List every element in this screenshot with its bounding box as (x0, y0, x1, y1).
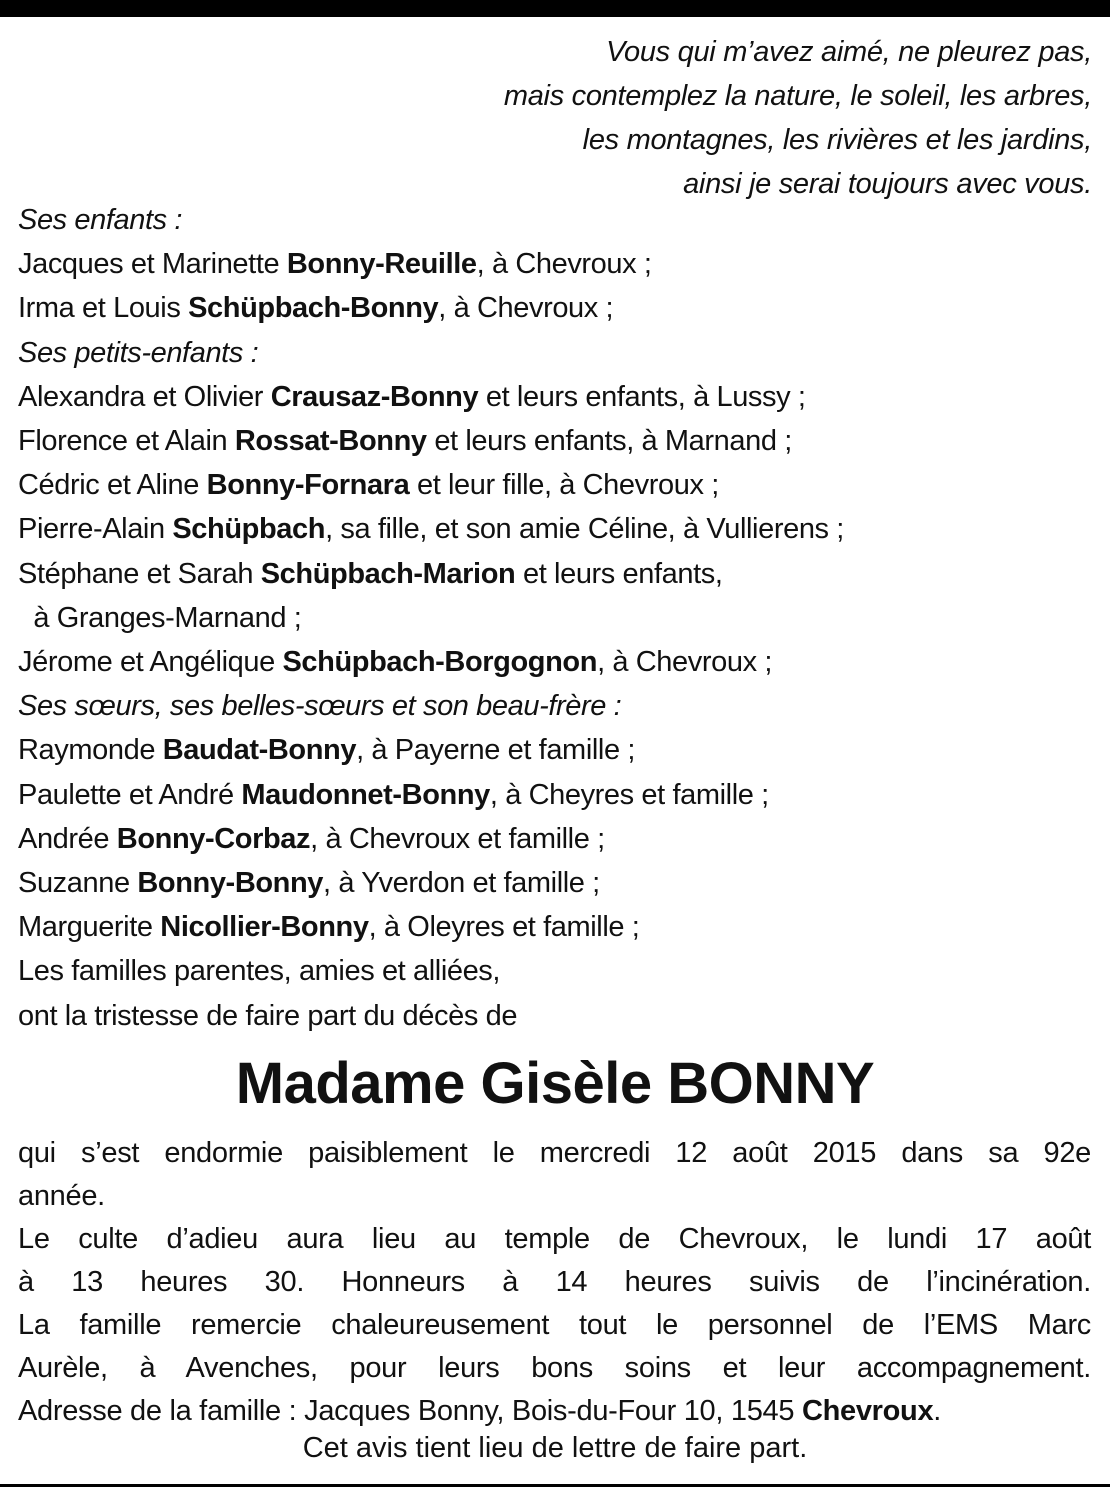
family-name-bold: Bonny-Bonny (137, 867, 324, 900)
deceased-name: Madame Gisèle BONNY (235, 1051, 875, 1116)
family-name-bold: Chevroux (801, 1395, 934, 1427)
family-line (18, 949, 844, 993)
poem (504, 30, 1092, 206)
family-line (18, 905, 844, 949)
text-segment: à Granges-Marnand ; (18, 601, 302, 634)
text-segment: , à Cheyres et famille ; (489, 778, 769, 811)
family-list (18, 198, 844, 1038)
text-segment: Ses sœurs, ses belles-sœurs et son beau-frère : (18, 690, 622, 723)
text-segment: Paulette et André (18, 778, 242, 811)
text-segment: Stéphane et Sarah (18, 557, 261, 590)
text-segment: Suzanne (18, 867, 138, 900)
family-name-bold: Rossat-Bonny (234, 425, 427, 458)
text-segment: , sa fille, et son amie Céline, à Vullierens ; (325, 513, 844, 546)
family-line (18, 375, 844, 419)
text-segment: , à Chevroux ; (597, 646, 772, 679)
family-line (18, 596, 844, 640)
body-line (18, 1261, 1091, 1304)
poem-line: ainsi je serai toujours avec vous. (683, 168, 1092, 200)
family-line (18, 419, 844, 463)
text-segment: Les familles parentes, amies et alliées, (18, 955, 501, 988)
family-name-bold: Schüpbach (172, 513, 326, 546)
text-segment: Ses enfants : (18, 204, 183, 236)
family-line (18, 684, 844, 728)
text-segment: Jérome et Angélique (18, 646, 283, 679)
body-line (18, 1218, 1091, 1261)
text-segment: Jacques et Marinette (18, 248, 287, 281)
family-name-bold: Baudat-Bonny (162, 734, 357, 767)
text-segment: Marguerite (18, 911, 161, 944)
text-segment: , à Chevroux et famille ; (310, 822, 605, 855)
bottom-border (0, 1484, 1110, 1487)
text-segment: et leurs enfants, à Lussy ; (478, 380, 806, 413)
family-line (18, 331, 844, 375)
footer-note: Cet avis tient lieu de lettre de faire part. (302, 1432, 808, 1464)
text-segment: année. (18, 1180, 105, 1212)
top-border (0, 0, 1110, 17)
body-line (18, 1175, 1091, 1218)
family-name-bold: Schüpbach-Borgognon (282, 646, 598, 679)
text-segment: Le culte d’adieu aura lieu au temple de Chevroux, le lundi 17 août (18, 1223, 1091, 1255)
text-segment: , à Chevroux ; (476, 248, 652, 281)
family-line (18, 242, 844, 286)
text-segment: Alexandra et Olivier (18, 380, 271, 413)
text-segment: et leurs enfants, (515, 557, 723, 590)
text-segment: Cédric et Aline (18, 469, 207, 502)
text-segment: Raymonde (18, 734, 163, 767)
family-line (18, 286, 844, 330)
family-line (18, 994, 844, 1038)
poem-line: mais contemplez la nature, le soleil, les arbres, (503, 80, 1092, 112)
family-line (18, 552, 844, 596)
family-name-bold: Maudonnet-Bonny (241, 778, 490, 811)
family-line (18, 861, 844, 905)
text-segment: , à Yverdon et famille ; (323, 867, 600, 900)
family-line (18, 728, 844, 772)
text-segment: et leur fille, à Chevroux ; (409, 469, 719, 502)
family-name-bold: Bonny-Reuille (286, 248, 477, 281)
family-line (18, 463, 844, 507)
text-segment: ont la tristesse de faire part du décès de (18, 999, 518, 1032)
text-segment: et leurs enfants, à Marnand ; (426, 425, 792, 458)
text-segment: , à Chevroux ; (438, 292, 614, 325)
text-segment: . (933, 1395, 942, 1427)
text-segment: Pierre-Alain (18, 513, 173, 546)
text-segment: Irma et Louis (18, 292, 189, 325)
text-segment: Aurèle, à Avenches, pour leurs bons soins et leur accompagnement. (18, 1352, 1091, 1384)
text-segment: Adresse de la famille : Jacques Bonny, Bois-du-Four 10, 1545 (18, 1395, 802, 1427)
text-segment: Ses petits-enfants : (18, 336, 259, 369)
family-line (18, 773, 844, 817)
body-line (18, 1304, 1091, 1347)
text-segment: Florence et Alain (18, 425, 235, 458)
family-name-bold: Bonny-Corbaz (116, 822, 311, 855)
family-name-bold: Schüpbach-Bonny (188, 292, 439, 325)
body-line (18, 1390, 1091, 1433)
text-segment: , à Payerne et famille ; (356, 734, 635, 767)
body-line (18, 1132, 1091, 1175)
family-name-bold: Bonny-Fornara (206, 469, 410, 502)
poem-line: Vous qui m’avez aimé, ne pleurez pas, (606, 36, 1092, 68)
text-segment: , à Oleyres et famille ; (368, 911, 640, 944)
text-segment: Andrée (18, 822, 117, 855)
body-line (18, 1347, 1091, 1390)
family-line (18, 817, 844, 861)
announcement-text (18, 1132, 1091, 1433)
poem-line: les montagnes, les rivières et les jardins, (582, 124, 1092, 156)
text-segment: La famille remercie chaleureusement tout le personnel de l’EMS Marc (18, 1309, 1091, 1341)
family-name-bold: Nicollier-Bonny (160, 911, 369, 944)
family-name-bold: Crausaz-Bonny (270, 380, 479, 413)
family-line (18, 507, 844, 551)
family-line (18, 640, 844, 684)
text-segment: à 13 heures 30. Honneurs à 14 heures suivis de l’incinération. (18, 1266, 1091, 1298)
family-line (18, 198, 844, 242)
family-name-bold: Schüpbach-Marion (260, 557, 516, 590)
text-segment: qui s’est endormie paisiblement le mercredi 12 août 2015 dans sa 92e (18, 1137, 1091, 1169)
